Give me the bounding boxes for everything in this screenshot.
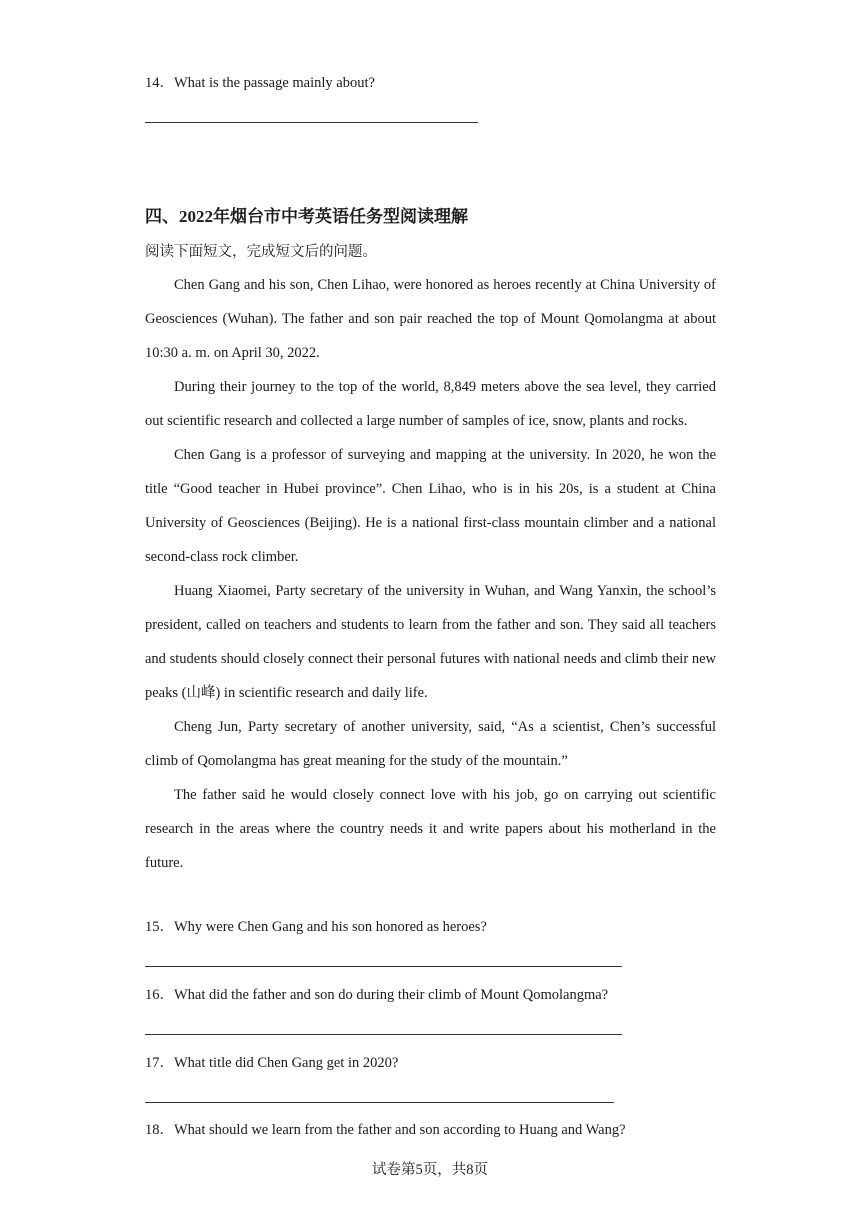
answer-line-17[interactable] <box>145 1102 614 1103</box>
passage-paragraph-4: Huang Xiaomei, Party secretary of the university in Wuhan, and Wang Yanxin, the school’s president, called on teachers and students to learn from the father and son. They said all teachers and students should closely connect their personal futures with national needs and climb their new peaks (山峰) in scientific research and daily life. <box>145 583 716 701</box>
answer-line-14[interactable] <box>145 122 478 123</box>
passage-paragraph-1: Chen Gang and his son, Chen Lihao, were honored as heroes recently at China University of Geosciences (Wuhan). The father and son pair reached the top of Mount Qomolangma at about 10:30 a. m. on April 30, 2022. <box>145 277 716 361</box>
passage-paragraph-6: The father said he would closely connect love with his job, go on carrying out scientific research in the areas where the country needs it and write papers about his motherland in the future. <box>145 787 716 871</box>
section-heading: 四、2022年烟台市中考英语任务型阅读理解 <box>145 207 468 226</box>
reading-passage <box>145 268 716 880</box>
answer-line-15[interactable] <box>145 966 622 967</box>
question-14: 14．What is the passage mainly about? <box>145 75 375 91</box>
passage-paragraph-3: Chen Gang is a professor of surveying and mapping at the university. In 2020, he won the title “Good teacher in Hubei province”. Chen Lihao, who is in his 20s, is a student at China University of Geosciences (Beijing). He is a national first-class mountain climber and a national second-class rock climber. <box>145 447 716 565</box>
question-17: 17．What title did Chen Gang get in 2020? <box>145 1055 399 1071</box>
page-footer: 试卷第5页，共8页 <box>372 1162 488 1178</box>
section-instruction: 阅读下面短文，完成短文后的问题。 <box>145 244 377 260</box>
passage-paragraph-5: Cheng Jun, Party secretary of another university, said, “As a scientist, Chen’s successful climb of Qomolangma has great meaning for the study of the mountain.” <box>145 719 716 769</box>
answer-line-16[interactable] <box>145 1034 622 1035</box>
passage-paragraph-2: During their journey to the top of the world, 8,849 meters above the sea level, they carried out scientific research and collected a large number of samples of ice, snow, plants and rocks. <box>145 379 716 429</box>
question-18: 18．What should we learn from the father and son according to Huang and Wang? <box>145 1122 626 1138</box>
question-16: 16．What did the father and son do during their climb of Mount Qomolangma? <box>145 987 609 1003</box>
question-15: 15．Why were Chen Gang and his son honored as heroes? <box>145 919 487 935</box>
